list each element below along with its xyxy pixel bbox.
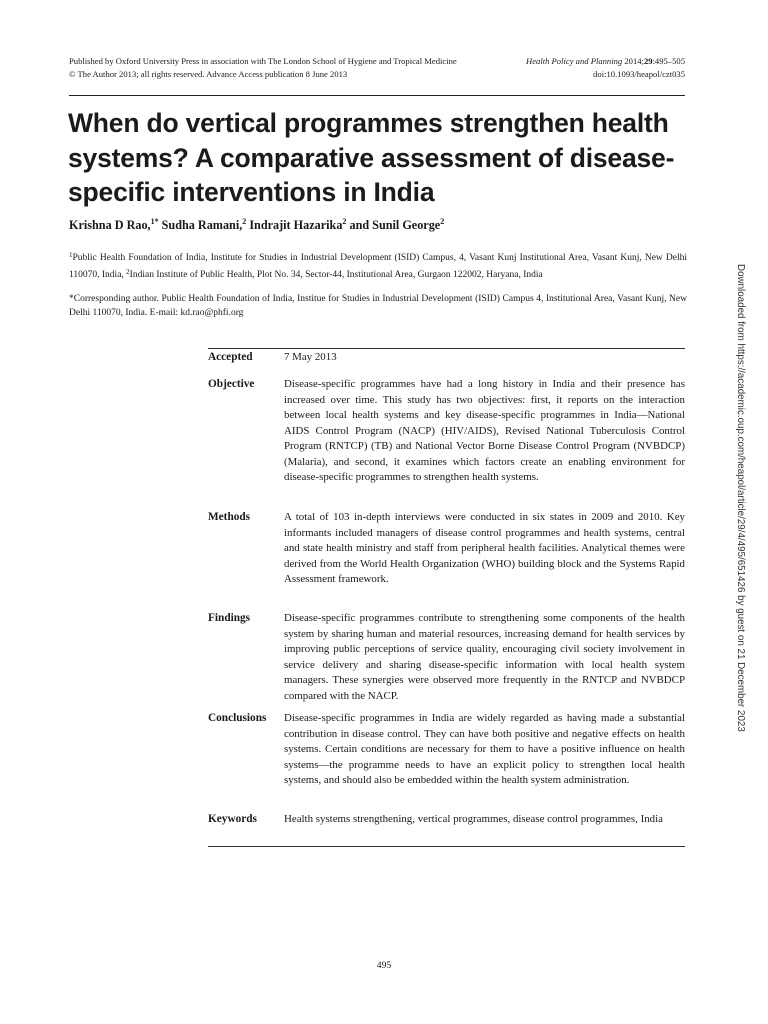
author-name: and Sunil George <box>349 218 441 232</box>
journal-year: 2014; <box>622 56 644 66</box>
author-affiliation-ref: 2 <box>342 217 347 226</box>
corresponding-author: *Corresponding author. Public Health Foundation of India, Institue for Studies in Industrial Development (ISID) Campus 4, Institutional Area, Vasant Kunj, New Delhi 110070, India. E-mail: kd.rao@phfi.org <box>69 294 687 318</box>
doi[interactable]: doi:10.1093/heapol/czt035 <box>593 69 685 79</box>
author-name: Sudha Ramani, <box>161 218 243 232</box>
affiliation-text: Public Health Foundation of India, Institute for Studies in Industrial Development (ISID) Campus, 4, Vasant Kunj Institutional Area, Vasant Kunj, New Delhi 110070, India, <box>69 253 687 280</box>
author-affiliation-ref: 2 <box>440 217 445 226</box>
objective-label: Objective <box>208 378 255 390</box>
abstract-row-findings <box>208 611 685 709</box>
author-affiliation-ref: 1* <box>150 217 159 226</box>
keywords-text: Health systems strengthening, vertical programmes, disease control programmes, India <box>284 813 663 825</box>
accepted-label: Accepted <box>208 351 253 363</box>
publisher-note <box>69 55 457 81</box>
header-divider <box>69 95 685 96</box>
abstract-row-accepted <box>208 350 685 375</box>
author-name: Krishna D Rao, <box>69 218 151 232</box>
abstract-row-objective <box>208 377 685 508</box>
abstract-box <box>208 348 685 847</box>
publisher-line: Published by Oxford University Press in association with The London School of Hygiene and Tropical Medicine <box>69 56 457 66</box>
affiliation-text: Indian Institute of Public Health, Plot No. 34, Sector-44, Institutional Area, Gurgaon 122002, Haryana, India <box>129 269 543 280</box>
methods-label: Methods <box>208 511 251 523</box>
affiliation-marker: 1 <box>69 251 73 259</box>
conclusions-label: Conclusions <box>208 712 267 724</box>
author-affiliation-ref: 2 <box>242 217 247 226</box>
author-name: Indrajit Hazarika <box>249 218 343 232</box>
affiliations <box>69 249 687 282</box>
abstract-row-methods <box>208 510 685 609</box>
author-list <box>69 217 444 233</box>
journal-pages: :495–505 <box>652 56 685 66</box>
citation-block <box>526 55 685 81</box>
keywords-label: Keywords <box>208 813 257 825</box>
journal-name: Health Policy and Planning <box>526 56 623 66</box>
methods-text: A total of 103 in-depth interviews were conducted in six states in 2009 and 2010. Key informants included managers of disease control programmes and health systems, central and state health ministry and staff from peripheral health facilities. Analytical themes were derived from the World Health Organization (WHO) building block and the Systems Rapid Assessment framework. <box>284 511 685 585</box>
conclusions-text: Disease-specific programmes in India are widely regarded as having made a substantial contribution in disease control. They can have both positive and negative effects on health systems. Certain conditions are necessary for them to have a positive influence on health systems—the programme needs to have an explicit policy to strengthen local health systems, and should also be embedded within the health system administration. <box>284 712 685 786</box>
findings-text: Disease-specific programmes contribute to strengthening some components of the health system by sharing human and material resources, increasing demand for health services by improving public perceptions of service quality, encouraging civil society involvement in service delivery and sharing disease-specific information with local health system managers. These synergies were observed more frequently in the RNTCP and NVBDCP compared with the NACP. <box>284 612 685 702</box>
copyright-line: © The Author 2013; all rights reserved. Advance Access publication 8 June 2013 <box>69 69 348 79</box>
affiliation-marker: 2 <box>126 267 130 276</box>
abstract-row-keywords <box>208 812 685 846</box>
abstract-row-conclusions <box>208 711 685 810</box>
journal-citation <box>526 55 685 68</box>
journal-volume: 29 <box>643 56 653 66</box>
findings-label: Findings <box>208 612 251 624</box>
objective-text: Disease-specific programmes have had a long history in India and their presence has increased over time. This study has two objectives: first, it reports on the interaction between local health systems and key disease-specific programmes in India—National AIDS Control Program (NACP) (HIV/AIDS), Revised National Tuberculosis Control Program (RNTCP) (TB) and National Vector Borne Disease Control Program (NVBDCP) (Malaria), and second, it examines which factors create an enabling environment for disease-specific programmes to strengthen health systems. <box>284 378 685 483</box>
accepted-date: 7 May 2013 <box>284 351 337 363</box>
download-watermark[interactable]: Downloaded from https://academic.oup.com/heapol/article/29/4/495/651426 by guest on 21 December 2023 <box>735 264 746 732</box>
page-number: 495 <box>376 960 392 971</box>
article-title: When do vertical programmes strengthen health systems? A comparative assessment of disease-specific interventions in India <box>68 108 675 207</box>
